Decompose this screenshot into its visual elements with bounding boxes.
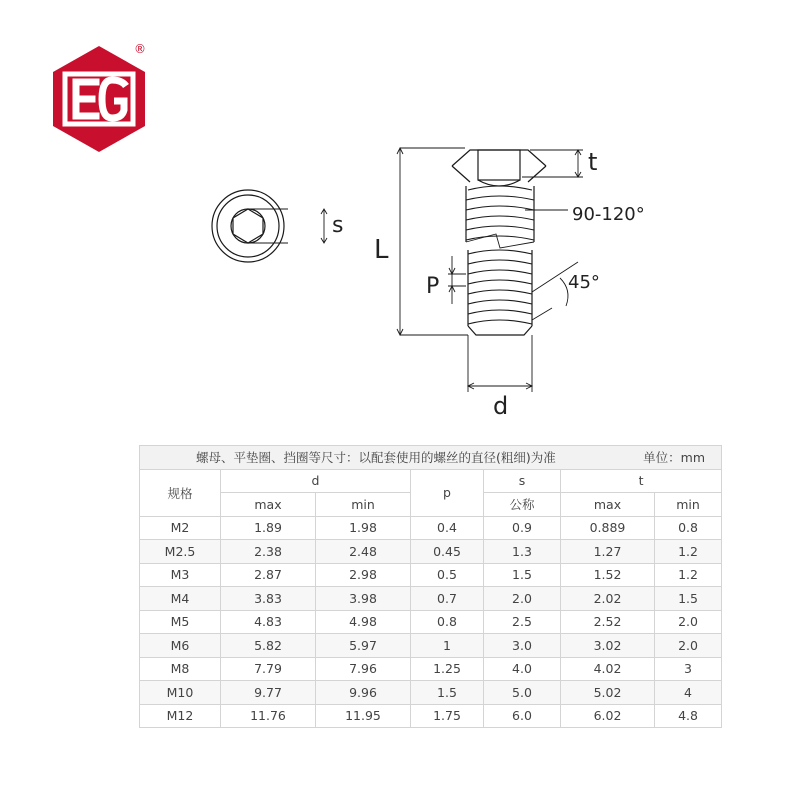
cell-spec: M2 bbox=[140, 516, 221, 540]
cell-spec: M10 bbox=[140, 681, 221, 705]
cell-d-max: 1.89 bbox=[221, 516, 316, 540]
cell-spec: M2.5 bbox=[140, 540, 221, 564]
cell-p: 1.5 bbox=[411, 681, 484, 705]
cell-d-min: 3.98 bbox=[316, 587, 411, 611]
cell-d-min: 9.96 bbox=[316, 681, 411, 705]
table-row bbox=[140, 657, 722, 681]
cell-t-min: 4.8 bbox=[655, 704, 722, 728]
table-row bbox=[140, 634, 722, 658]
cell-spec: M4 bbox=[140, 587, 221, 611]
cell-p: 1.75 bbox=[411, 704, 484, 728]
cell-spec: M5 bbox=[140, 610, 221, 634]
cell-d-max: 3.83 bbox=[221, 587, 316, 611]
header-d-min: min bbox=[316, 493, 411, 517]
set-screw-drawing bbox=[200, 130, 720, 430]
end-view-outer-circle bbox=[212, 190, 284, 262]
cell-t-min: 2.0 bbox=[655, 610, 722, 634]
table-row bbox=[140, 610, 722, 634]
cell-spec: M3 bbox=[140, 563, 221, 587]
cell-t-max: 1.27 bbox=[561, 540, 655, 564]
cell-s: 4.0 bbox=[484, 657, 561, 681]
cell-s: 6.0 bbox=[484, 704, 561, 728]
table-row bbox=[140, 540, 722, 564]
cell-d-max: 2.38 bbox=[221, 540, 316, 564]
label-t: t bbox=[588, 148, 598, 176]
cell-t-min: 1.2 bbox=[655, 540, 722, 564]
cell-d-min: 11.95 bbox=[316, 704, 411, 728]
header-spec: 规格 bbox=[140, 469, 221, 516]
cell-s: 5.0 bbox=[484, 681, 561, 705]
cell-t-max: 0.889 bbox=[561, 516, 655, 540]
cell-s: 2.5 bbox=[484, 610, 561, 634]
table-row bbox=[140, 563, 722, 587]
end-view-inner-circle bbox=[217, 195, 279, 257]
header-d-max: max bbox=[221, 493, 316, 517]
label-L: L bbox=[374, 235, 389, 265]
cell-d-max: 5.82 bbox=[221, 634, 316, 658]
label-s: s bbox=[332, 213, 344, 238]
cell-s: 2.0 bbox=[484, 587, 561, 611]
cell-t-min: 2.0 bbox=[655, 634, 722, 658]
table-row bbox=[140, 704, 722, 728]
header-p: p bbox=[411, 469, 484, 516]
cell-d-min: 5.97 bbox=[316, 634, 411, 658]
cell-p: 1 bbox=[411, 634, 484, 658]
cell-s: 1.3 bbox=[484, 540, 561, 564]
cell-d-min: 7.96 bbox=[316, 657, 411, 681]
header-row bbox=[140, 469, 722, 493]
cell-s: 3.0 bbox=[484, 634, 561, 658]
cell-t-max: 2.02 bbox=[561, 587, 655, 611]
cell-t-min: 1.2 bbox=[655, 563, 722, 587]
cell-p: 0.4 bbox=[411, 516, 484, 540]
cell-d-max: 7.79 bbox=[221, 657, 316, 681]
header-s-nominal: 公称 bbox=[484, 493, 561, 517]
cell-p: 0.45 bbox=[411, 540, 484, 564]
label-P: P bbox=[426, 274, 440, 299]
cell-t-min: 3 bbox=[655, 657, 722, 681]
header-s: s bbox=[484, 469, 561, 493]
cell-d-max: 9.77 bbox=[221, 681, 316, 705]
table-row bbox=[140, 587, 722, 611]
cell-t-max: 1.52 bbox=[561, 563, 655, 587]
header-t: t bbox=[561, 469, 722, 493]
label-d: d bbox=[493, 392, 509, 420]
cell-t-max: 6.02 bbox=[561, 704, 655, 728]
cell-t-max: 4.02 bbox=[561, 657, 655, 681]
cell-t-min: 4 bbox=[655, 681, 722, 705]
unit-label: 单位：mm bbox=[643, 450, 706, 466]
cell-t-max: 5.02 bbox=[561, 681, 655, 705]
header-t-min: min bbox=[655, 493, 722, 517]
cell-p: 0.5 bbox=[411, 563, 484, 587]
cell-p: 0.8 bbox=[411, 610, 484, 634]
cell-d-min: 1.98 bbox=[316, 516, 411, 540]
table-caption: 螺母、平垫圈、挡圈等尺寸：以配套使用的螺丝的直径(粗细)为准 bbox=[196, 450, 556, 466]
eg-logo bbox=[44, 44, 154, 154]
cell-spec: M8 bbox=[140, 657, 221, 681]
cell-spec: M12 bbox=[140, 704, 221, 728]
table-row bbox=[140, 516, 722, 540]
registered-mark: ® bbox=[134, 42, 146, 56]
cell-d-min: 4.98 bbox=[316, 610, 411, 634]
cell-t-min: 1.5 bbox=[655, 587, 722, 611]
cell-s: 1.5 bbox=[484, 563, 561, 587]
cell-s: 0.9 bbox=[484, 516, 561, 540]
screw-body bbox=[452, 150, 546, 335]
cell-d-min: 2.48 bbox=[316, 540, 411, 564]
header-t-max: max bbox=[561, 493, 655, 517]
cell-d-max: 4.83 bbox=[221, 610, 316, 634]
cell-d-max: 11.76 bbox=[221, 704, 316, 728]
cell-p: 1.25 bbox=[411, 657, 484, 681]
cell-t-max: 3.02 bbox=[561, 634, 655, 658]
cell-d-min: 2.98 bbox=[316, 563, 411, 587]
caption-row bbox=[140, 446, 722, 470]
cell-t-max: 2.52 bbox=[561, 610, 655, 634]
table-row bbox=[140, 681, 722, 705]
label-angle-cone: 90-120° bbox=[572, 204, 645, 225]
header-d: d bbox=[221, 469, 411, 493]
cell-p: 0.7 bbox=[411, 587, 484, 611]
label-angle-end: 45° bbox=[568, 272, 600, 293]
cell-d-max: 2.87 bbox=[221, 563, 316, 587]
hex-socket bbox=[233, 209, 263, 243]
cell-spec: M6 bbox=[140, 634, 221, 658]
cell-t-min: 0.8 bbox=[655, 516, 722, 540]
spec-table bbox=[139, 445, 722, 728]
